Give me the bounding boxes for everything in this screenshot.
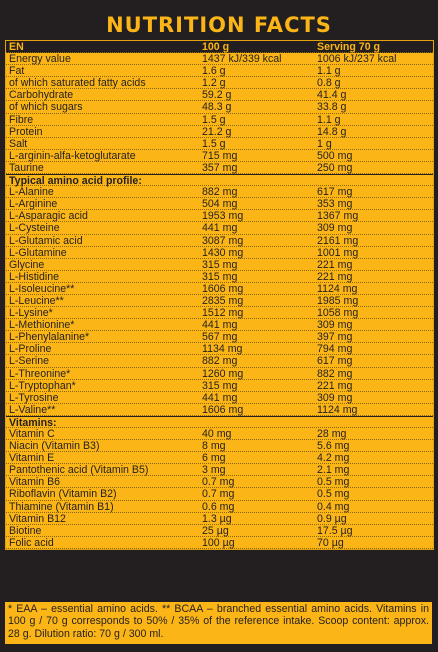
value-per-serving: 5.6 mg xyxy=(317,440,350,453)
table-row xyxy=(6,89,433,101)
value-per-100g: 1430 mg xyxy=(202,246,244,259)
nutrient-name: Taurine xyxy=(9,161,44,174)
value-per-serving: 0.8 g xyxy=(317,77,341,90)
table-row xyxy=(6,380,433,392)
nutrient-name: L-Glutamic acid xyxy=(9,234,83,247)
value-per-serving: 1.1 g xyxy=(317,113,341,126)
table-row xyxy=(6,271,433,283)
nutrient-name: Vitamin B6 xyxy=(9,476,61,489)
value-per-100g: 1134 mg xyxy=(202,343,243,356)
table-body xyxy=(6,53,433,549)
table-row xyxy=(6,198,433,210)
value-per-serving: 309 mg xyxy=(317,222,353,235)
nutrient-name: Glycine xyxy=(9,258,45,271)
table-row xyxy=(6,295,433,307)
nutrient-name: L-Tryptophan* xyxy=(9,379,76,392)
nutrient-name: Typical amino acid profile: xyxy=(9,175,142,188)
value-per-100g: 882 mg xyxy=(202,186,238,199)
table-row xyxy=(6,53,433,65)
nutrient-name: Niacin (Vitamin B3) xyxy=(9,440,100,453)
table-row xyxy=(6,235,433,247)
value-per-serving: 221 mg xyxy=(317,258,353,271)
table-row xyxy=(6,138,433,150)
value-per-serving: 4.2 mg xyxy=(317,452,350,465)
nutrient-name: L-Glutamine xyxy=(9,246,67,259)
value-per-serving: 221 mg xyxy=(317,270,353,283)
value-per-100g: 315 mg xyxy=(202,379,238,392)
value-per-serving: 353 mg xyxy=(317,198,353,211)
value-per-serving: 41.4 g xyxy=(317,89,347,102)
nutrient-name: Biotine xyxy=(9,524,42,537)
value-per-serving: 1006 kJ/237 kcal xyxy=(317,53,397,66)
value-per-100g: 2835 mg xyxy=(202,294,244,307)
value-per-serving: 1 g xyxy=(317,137,332,150)
nutrient-name: Fat xyxy=(9,65,25,78)
nutrient-name: L-arginin-alfa-ketoglutarate xyxy=(9,149,136,162)
value-per-100g: 882 mg xyxy=(202,355,238,368)
table-row xyxy=(6,283,433,295)
table-row xyxy=(6,404,433,416)
value-per-100g: 315 mg xyxy=(202,270,238,283)
value-per-serving: 221 mg xyxy=(317,379,353,392)
value-per-serving: 794 mg xyxy=(317,343,353,356)
table-row xyxy=(6,537,433,549)
nutrient-name: L-Asparagic acid xyxy=(9,210,88,223)
nutrient-name: Fibre xyxy=(9,113,34,126)
value-per-100g: 1953 mg xyxy=(202,210,244,223)
value-per-serving: 500 mg xyxy=(317,149,353,162)
nutrient-name: Thiamine (Vitamin B1) xyxy=(9,500,114,513)
value-per-serving: 28 mg xyxy=(317,428,347,440)
table-row xyxy=(6,488,433,500)
table-row xyxy=(6,440,433,452)
nutrient-name: L-Lysine* xyxy=(9,307,53,320)
nutrient-name: L-Cysteine xyxy=(9,222,60,235)
value-per-100g: 3087 mg xyxy=(202,234,244,247)
value-per-100g: 1.2 g xyxy=(202,77,226,90)
value-per-100g: 1.3 µg xyxy=(202,512,232,525)
table-row xyxy=(6,307,433,319)
table-row xyxy=(6,162,433,174)
value-per-100g: 8 mg xyxy=(202,440,226,453)
table-row xyxy=(6,186,433,198)
table-row xyxy=(6,114,433,126)
value-per-serving: 250 mg xyxy=(317,161,353,174)
nutrient-name: Pantothenic acid (Vitamin B5) xyxy=(9,464,149,477)
nutrient-name: of which saturated fatty acids xyxy=(9,77,146,90)
value-per-100g: 504 mg xyxy=(202,198,238,211)
section-heading xyxy=(6,416,433,428)
nutrient-name: Protein xyxy=(9,125,43,138)
value-per-100g: 1.6 g xyxy=(202,65,226,78)
value-per-100g: 1437 kJ/339 kcal xyxy=(202,53,282,66)
nutrient-name: L-Leucine** xyxy=(9,294,64,307)
value-per-100g: 0.7 mg xyxy=(202,488,235,501)
table-row xyxy=(6,501,433,513)
value-per-serving: 2161 mg xyxy=(317,234,359,247)
value-per-100g: 0.6 mg xyxy=(202,500,235,513)
value-per-100g: 1606 mg xyxy=(202,282,244,295)
value-per-serving: 14.8 g xyxy=(317,125,347,138)
value-per-100g: 48.3 g xyxy=(202,101,232,114)
nutrient-name: Folic acid xyxy=(9,536,54,549)
value-per-serving: 397 mg xyxy=(317,331,353,344)
table-row xyxy=(6,77,433,89)
value-per-serving: 1058 mg xyxy=(317,307,359,320)
nutrient-name: of which sugars xyxy=(9,101,83,114)
value-per-serving: 1124 mg xyxy=(317,282,358,295)
section-heading xyxy=(6,174,433,186)
table-row xyxy=(6,101,433,113)
value-per-100g: 1512 mg xyxy=(202,307,244,320)
value-per-100g: 25 µg xyxy=(202,524,229,537)
nutrient-name: Vitamins: xyxy=(9,416,57,429)
value-per-serving: 2.1 mg xyxy=(317,464,350,477)
value-per-100g: 0.7 mg xyxy=(202,476,235,489)
value-per-100g: 441 mg xyxy=(202,222,238,235)
nutrient-name: Salt xyxy=(9,137,28,150)
header-language: EN xyxy=(9,41,24,53)
table-row xyxy=(6,331,433,343)
nutrient-name: L-Histidine xyxy=(9,270,60,283)
nutrient-name: L-Proline xyxy=(9,343,52,356)
value-per-serving: 617 mg xyxy=(317,186,353,199)
nutrient-name: Vitamin C xyxy=(9,428,55,440)
nutrient-name: L-Valine** xyxy=(9,403,56,416)
value-per-100g: 100 µg xyxy=(202,536,235,549)
footnote: * EAA – essential amino acids. ** BCAA – branched essential amino acids. Vitamins in 100 g / 70 g corresponds to 50% / 35% of the reference intake. Scoop content: approx. 28 g. Dilution ratio: 70 g / 300 ml. xyxy=(5,601,432,644)
table-row xyxy=(6,259,433,271)
table-row xyxy=(6,513,433,525)
nutrition-table xyxy=(5,40,434,550)
table-row xyxy=(6,343,433,355)
table-row xyxy=(6,464,433,476)
header-per-100g: 100 g xyxy=(202,41,230,53)
table-row xyxy=(6,126,433,138)
nutrient-name: L-Tyrosine xyxy=(9,391,59,404)
value-per-100g: 315 mg xyxy=(202,258,238,271)
nutrient-name: L-Methionine* xyxy=(9,319,75,332)
nutrient-name: Vitamin E xyxy=(9,452,55,465)
nutrient-name: Carbohydrate xyxy=(9,89,74,102)
nutrient-name: L-Threonine* xyxy=(9,367,71,380)
nutrient-name: Riboflavin (Vitamin B2) xyxy=(9,488,117,501)
table-row xyxy=(6,476,433,488)
value-per-100g: 1260 mg xyxy=(202,367,244,380)
value-per-serving: 0.9 µg xyxy=(317,512,347,525)
value-per-serving: 0.4 mg xyxy=(317,500,350,513)
header-per-serving: Serving 70 g xyxy=(317,41,380,53)
nutrient-name: L-Alanine xyxy=(9,186,54,199)
page-title: NUTRITION FACTS xyxy=(106,13,332,37)
table-row xyxy=(6,392,433,404)
nutrient-name: L-Serine xyxy=(9,355,50,368)
value-per-100g: 441 mg xyxy=(202,391,238,404)
value-per-serving: 1124 mg xyxy=(317,403,358,416)
value-per-serving: 1001 mg xyxy=(317,246,359,259)
value-per-100g: 715 mg xyxy=(202,149,238,162)
table-header xyxy=(6,41,433,53)
value-per-serving: 1367 mg xyxy=(317,210,359,223)
value-per-serving: 1985 mg xyxy=(317,294,359,307)
table-row xyxy=(6,247,433,259)
table-row xyxy=(6,222,433,234)
value-per-100g: 59.2 g xyxy=(202,89,232,102)
value-per-100g: 40 mg xyxy=(202,428,232,440)
table-row xyxy=(6,150,433,162)
value-per-serving: 1.1 g xyxy=(317,65,341,78)
value-per-100g: 1.5 g xyxy=(202,113,226,126)
value-per-100g: 3 mg xyxy=(202,464,226,477)
value-per-100g: 1.5 g xyxy=(202,137,226,150)
value-per-serving: 309 mg xyxy=(317,391,353,404)
table-row xyxy=(6,428,433,440)
nutrient-name: L-Isoleucine** xyxy=(9,282,75,295)
table-row xyxy=(6,355,433,367)
nutrient-name: Energy value xyxy=(9,53,71,66)
value-per-100g: 21.2 g xyxy=(202,125,232,138)
value-per-serving: 0.5 mg xyxy=(317,476,350,489)
table-row xyxy=(6,452,433,464)
value-per-100g: 357 mg xyxy=(202,161,238,174)
table-row xyxy=(6,368,433,380)
value-per-100g: 567 mg xyxy=(202,331,238,344)
table-row xyxy=(6,210,433,222)
value-per-100g: 6 mg xyxy=(202,452,226,465)
value-per-serving: 617 mg xyxy=(317,355,353,368)
nutrient-name: L-Arginine xyxy=(9,198,58,211)
value-per-serving: 309 mg xyxy=(317,319,353,332)
table-row xyxy=(6,525,433,537)
value-per-100g: 441 mg xyxy=(202,319,238,332)
value-per-serving: 70 µg xyxy=(317,536,344,549)
value-per-serving: 0.5 mg xyxy=(317,488,350,501)
table-row xyxy=(6,319,433,331)
value-per-serving: 882 mg xyxy=(317,367,353,380)
value-per-serving: 33.8 g xyxy=(317,101,347,114)
value-per-100g: 1606 mg xyxy=(202,403,244,416)
nutrient-name: L-Phenylalanine* xyxy=(9,331,90,344)
nutrient-name: Vitamin B12 xyxy=(9,512,66,525)
value-per-serving: 17.5 µg xyxy=(317,524,353,537)
table-row xyxy=(6,65,433,77)
